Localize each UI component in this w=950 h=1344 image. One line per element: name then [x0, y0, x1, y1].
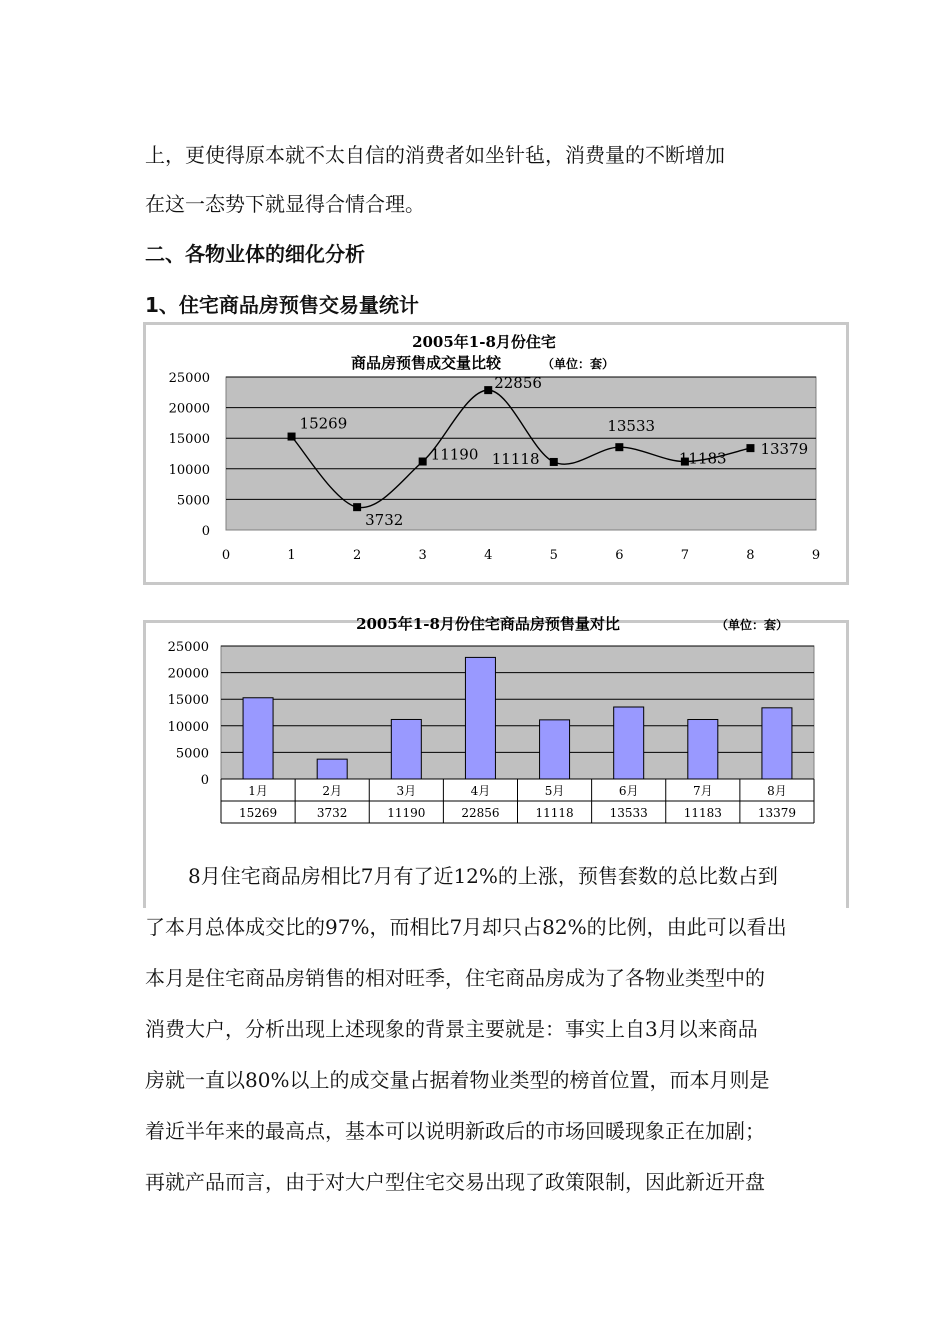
bar-y-tick-label: 0 [200, 773, 209, 788]
body-line-3: 本月是住宅商品房销售的相对旺季，住宅商品房成为了各物业类型中的 [145, 966, 765, 990]
line-data-label: 15269 [299, 414, 348, 433]
line-data-label: 11190 [430, 445, 479, 464]
body-line-6: 着近半年来的最高点，基本可以说明新政后的市场回暖现象正在加剧； [145, 1119, 765, 1143]
bar [540, 720, 570, 779]
line-point-marker [484, 386, 492, 394]
line-x-tick-label: 3 [418, 548, 427, 563]
bar-chart-unit: （单位：套） [715, 618, 789, 632]
intro-line-2: 在这一态势下就显得合情合理。 [145, 192, 425, 216]
bar-table-value: 13533 [609, 806, 648, 820]
bar-category-label: 5月 [544, 784, 565, 798]
bar-category-label: 7月 [692, 784, 713, 798]
line-point-marker [550, 458, 558, 466]
bar-table-value: 11183 [683, 806, 722, 820]
line-chart [146, 325, 846, 582]
bar-category-label: 6月 [618, 784, 639, 798]
line-x-tick-label: 8 [746, 548, 755, 563]
bar-y-tick-label: 5000 [175, 746, 209, 762]
line-x-tick-label: 6 [615, 548, 624, 563]
line-point-marker [615, 443, 623, 451]
line-x-tick-label: 5 [549, 548, 558, 563]
bar-y-tick-label: 15000 [167, 693, 209, 709]
subsection-heading: 1、住宅商品房预售交易量统计 [145, 293, 419, 317]
bar-table-value: 15269 [238, 806, 278, 820]
bar [465, 657, 495, 779]
body-line-7: 再就产品而言，由于对大户型住宅交易出现了政策限制，因此新近开盘 [145, 1170, 765, 1194]
section-heading: 二、各物业体的细化分析 [145, 242, 365, 266]
bar [317, 759, 347, 779]
bar [614, 707, 644, 779]
line-x-tick-label: 4 [484, 548, 493, 563]
bar-table-value: 22856 [461, 806, 500, 820]
line-y-tick-label: 15000 [168, 432, 210, 448]
line-chart-title-2: 商品房预售成交量比较 [350, 354, 502, 372]
line-point-marker [419, 458, 427, 466]
line-y-tick-label: 5000 [176, 493, 210, 509]
bar-category-label: 4月 [470, 784, 491, 798]
bar-chart [146, 610, 846, 825]
line-point-marker [353, 503, 361, 511]
bar-category-label: 3月 [396, 784, 417, 798]
body-line-5: 房就一直以80%以上的成交量占据着物业类型的榜首位置，而本月则是 [145, 1068, 770, 1092]
line-y-tick-label: 25000 [168, 371, 210, 386]
line-data-label: 13379 [760, 440, 809, 459]
line-data-label: 11183 [678, 449, 727, 468]
line-data-label: 22856 [494, 374, 542, 393]
bar [391, 719, 421, 779]
bar-plot-area [221, 646, 814, 779]
bar-y-tick-label: 20000 [167, 666, 209, 682]
body-line-2: 了本月总体成交比的97%，而相比7月却只占82%的比例，由此可以看出 [145, 915, 787, 939]
line-y-tick-label: 10000 [168, 462, 210, 478]
bar-table-value: 3732 [316, 806, 348, 820]
line-x-tick-label: 1 [287, 548, 296, 563]
bar-y-tick-label: 25000 [167, 640, 209, 655]
line-data-label: 13533 [607, 417, 656, 436]
line-chart-title-1: 2005年1-8月份住宅 [412, 333, 556, 351]
body-line-1: 8月住宅商品房相比7月有了近12%的上涨，预售套数的总比数占到 [188, 864, 778, 888]
line-point-marker [288, 433, 296, 441]
line-chart-panel [143, 322, 849, 585]
line-data-label: 3732 [365, 511, 404, 530]
bar-table-value: 11190 [387, 806, 426, 820]
line-x-tick-label: 0 [221, 548, 231, 563]
line-x-tick-label: 7 [680, 548, 690, 563]
line-chart-unit: （单位：套） [541, 357, 615, 371]
bar-category-label: 2月 [322, 784, 343, 798]
bar [243, 698, 273, 779]
bar [762, 708, 792, 779]
bar [688, 720, 718, 779]
line-y-tick-label: 0 [201, 524, 210, 539]
line-point-marker [746, 444, 754, 452]
line-x-tick-label: 9 [811, 548, 821, 563]
bar-chart-title: 2005年1-8月份住宅商品房预售量对比 [356, 615, 620, 633]
body-line-4: 消费大户，分析出现上述现象的背景主要就是：事实上自3月以来商品 [145, 1017, 758, 1041]
bar-table-value: 13379 [757, 806, 797, 820]
line-data-label: 11118 [491, 449, 540, 468]
line-x-tick-label: 2 [352, 548, 362, 563]
bar-table-value: 11118 [535, 806, 574, 820]
bar-category-label: 8月 [767, 784, 787, 798]
line-y-tick-label: 20000 [168, 401, 210, 417]
bar-category-label: 1月 [248, 784, 268, 798]
intro-line-1: 上，更使得原本就不太自信的消费者如坐针毡，消费量的不断增加 [145, 143, 725, 167]
bar-y-tick-label: 10000 [167, 719, 209, 735]
